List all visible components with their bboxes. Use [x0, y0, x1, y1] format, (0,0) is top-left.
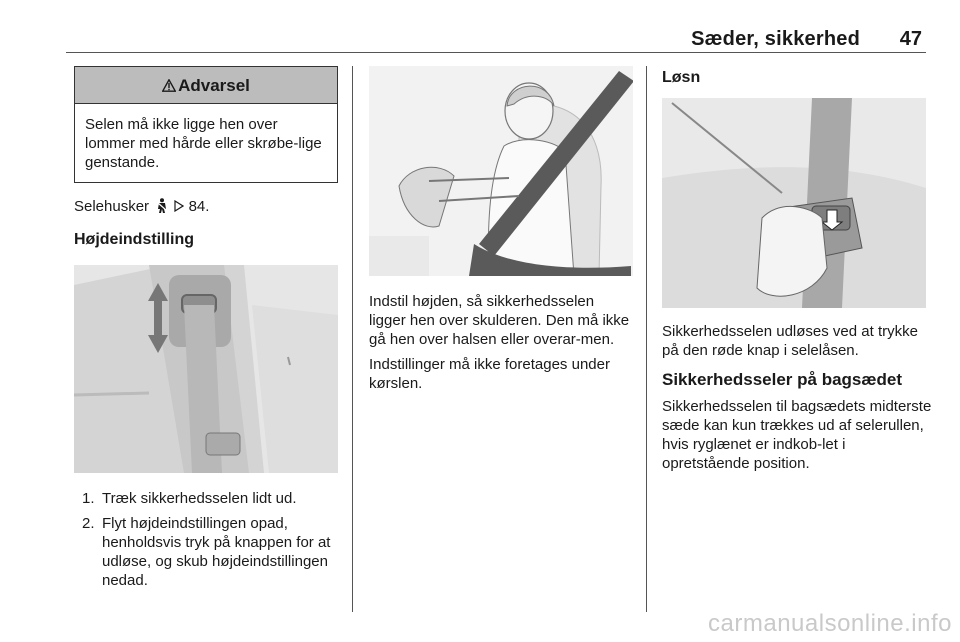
paragraph: Indstillinger må ikke foretages under kørslen.: [369, 356, 610, 392]
steps-list: [74, 489, 344, 590]
step-number: 2.: [82, 515, 95, 532]
paragraph: Sikkerhedsselen udløses ved at trykke på den røde knap i selelåsen.: [662, 323, 918, 359]
warning-triangle-icon: [162, 79, 176, 92]
middle-column: [369, 66, 633, 393]
seatbelt-reminder-line: [74, 197, 344, 216]
buckle-release-illustration: [662, 98, 926, 308]
left-column: [74, 66, 344, 596]
warning-text: Selen må ikke ligge hen over lommer med hårde eller skrøbe-lige genstande.: [85, 116, 322, 171]
step-text: Flyt højdeindstillingen opad, henholdsvis tryk på knappen for at udløse, og skub højdeindstillingen nedad.: [102, 515, 331, 589]
page-number: 47: [899, 28, 922, 50]
watermark: carmanualsonline.info: [708, 610, 952, 637]
header-rule: [66, 52, 926, 53]
page-header-title: Sæder, sikkerhed: [691, 28, 860, 50]
page-reference-arrow-icon: [174, 200, 184, 212]
warning-box: [74, 66, 338, 183]
list-item: [74, 514, 344, 590]
reminder-page-ref: 84.: [188, 198, 210, 215]
paragraph: Sikkerhedsselen til bagsædets midterste sæde kan kun trækkes ud af selerullen, hvis ryglænet er indkob-let i opretstående position.: [662, 398, 932, 472]
right-column: [662, 66, 932, 473]
seatbelt-reminder-icon: [156, 198, 168, 213]
height-adjuster-illustration: [74, 265, 338, 473]
column-divider: [646, 66, 647, 612]
paragraph: Indstil højden, så sikkerhedsselen ligger hen over skulderen. Den må ikke gå hen over halsen eller overar-men.: [369, 293, 630, 348]
reminder-label: Selehusker: [74, 198, 150, 215]
section-heading-height-adjust: Højdeindstilling: [74, 231, 194, 248]
list-item: [74, 489, 344, 508]
section-heading-rear-seatbelts: Sikkerhedsseler på bagsædet: [662, 370, 903, 389]
step-number: 1.: [82, 490, 95, 507]
warning-title: Advarsel: [178, 75, 250, 95]
column-divider: [352, 66, 353, 612]
step-text: Træk sikkerhedsselen lidt ud.: [102, 490, 297, 507]
warning-header: [75, 67, 337, 104]
section-heading-release: Løsn: [662, 69, 701, 86]
seated-driver-seatbelt-illustration: [369, 66, 633, 276]
